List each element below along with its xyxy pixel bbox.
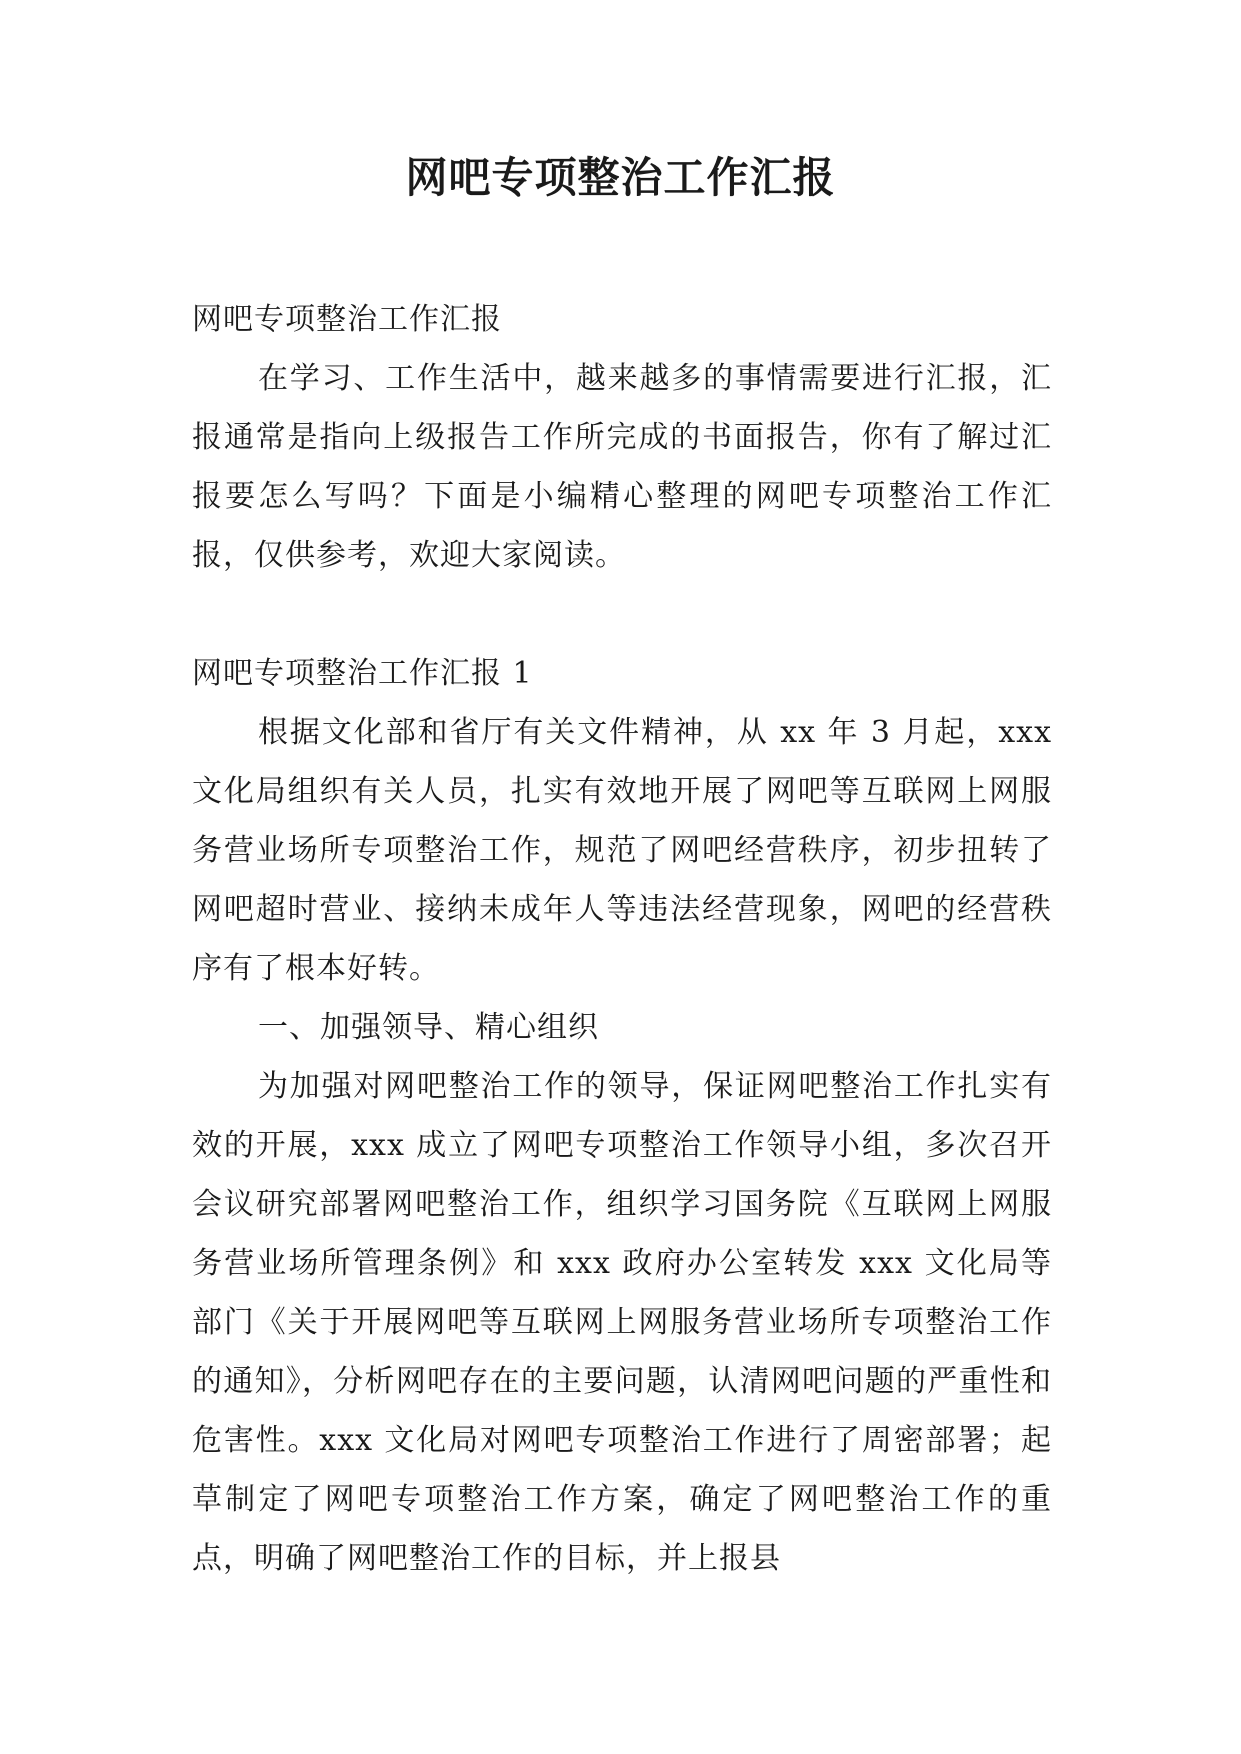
section-paragraph-2: 为加强对网吧整治工作的领导，保证网吧整治工作扎实有效的开展，xxx 成立了网吧专项整治工作领导小组，多次召开会议研究部署网吧整治工作，组织学习国务院《互联网上网服务营业场所管理条例》和 xxx 政府办公室转发 xxx 文化局等部门《关于开展网吧等互联网上网服务营业场所专项整治工作的通知》，分析网吧存在的主要问题，认清网吧问题的严重性和危害性。xxx 文化局对网吧专项整治工作进行了周密部署；起草制定了网吧专项整治工作方案，确定了网吧整治工作的重点，明确了网吧整治工作的目标，并上报县 <box>192 1069 1052 1576</box>
intro-paragraph: 在学习、工作生活中，越来越多的事情需要进行汇报，汇报通常是指向上级报告工作所完成的书面报告，你有了解过汇报要怎么写吗？下面是小编精心整理的网吧专项整治工作汇报，仅供参考，欢迎大家阅读。 <box>192 361 1052 573</box>
section-paragraph-1: 根据文化部和省厅有关文件精神，从 xx 年 3 月起，xxx 文化局组织有关人员，扎实有效地开展了网吧等互联网上网服务营业场所专项整治工作，规范了网吧经营秩序，初步扭转了网吧超时营业、接纳未成年人等违法经营现象，网吧的经营秩序有了根本好转。 <box>192 715 1052 986</box>
document-body <box>192 290 1052 1588</box>
document-title: 网吧专项整治工作汇报 <box>405 153 836 202</box>
section-heading: 网吧专项整治工作汇报 1 <box>192 656 533 691</box>
document-subtitle: 网吧专项整治工作汇报 <box>192 302 502 337</box>
paragraph-gap <box>192 585 1052 644</box>
subheading-strengthen-leadership: 一、加强领导、精心组织 <box>258 1010 599 1045</box>
